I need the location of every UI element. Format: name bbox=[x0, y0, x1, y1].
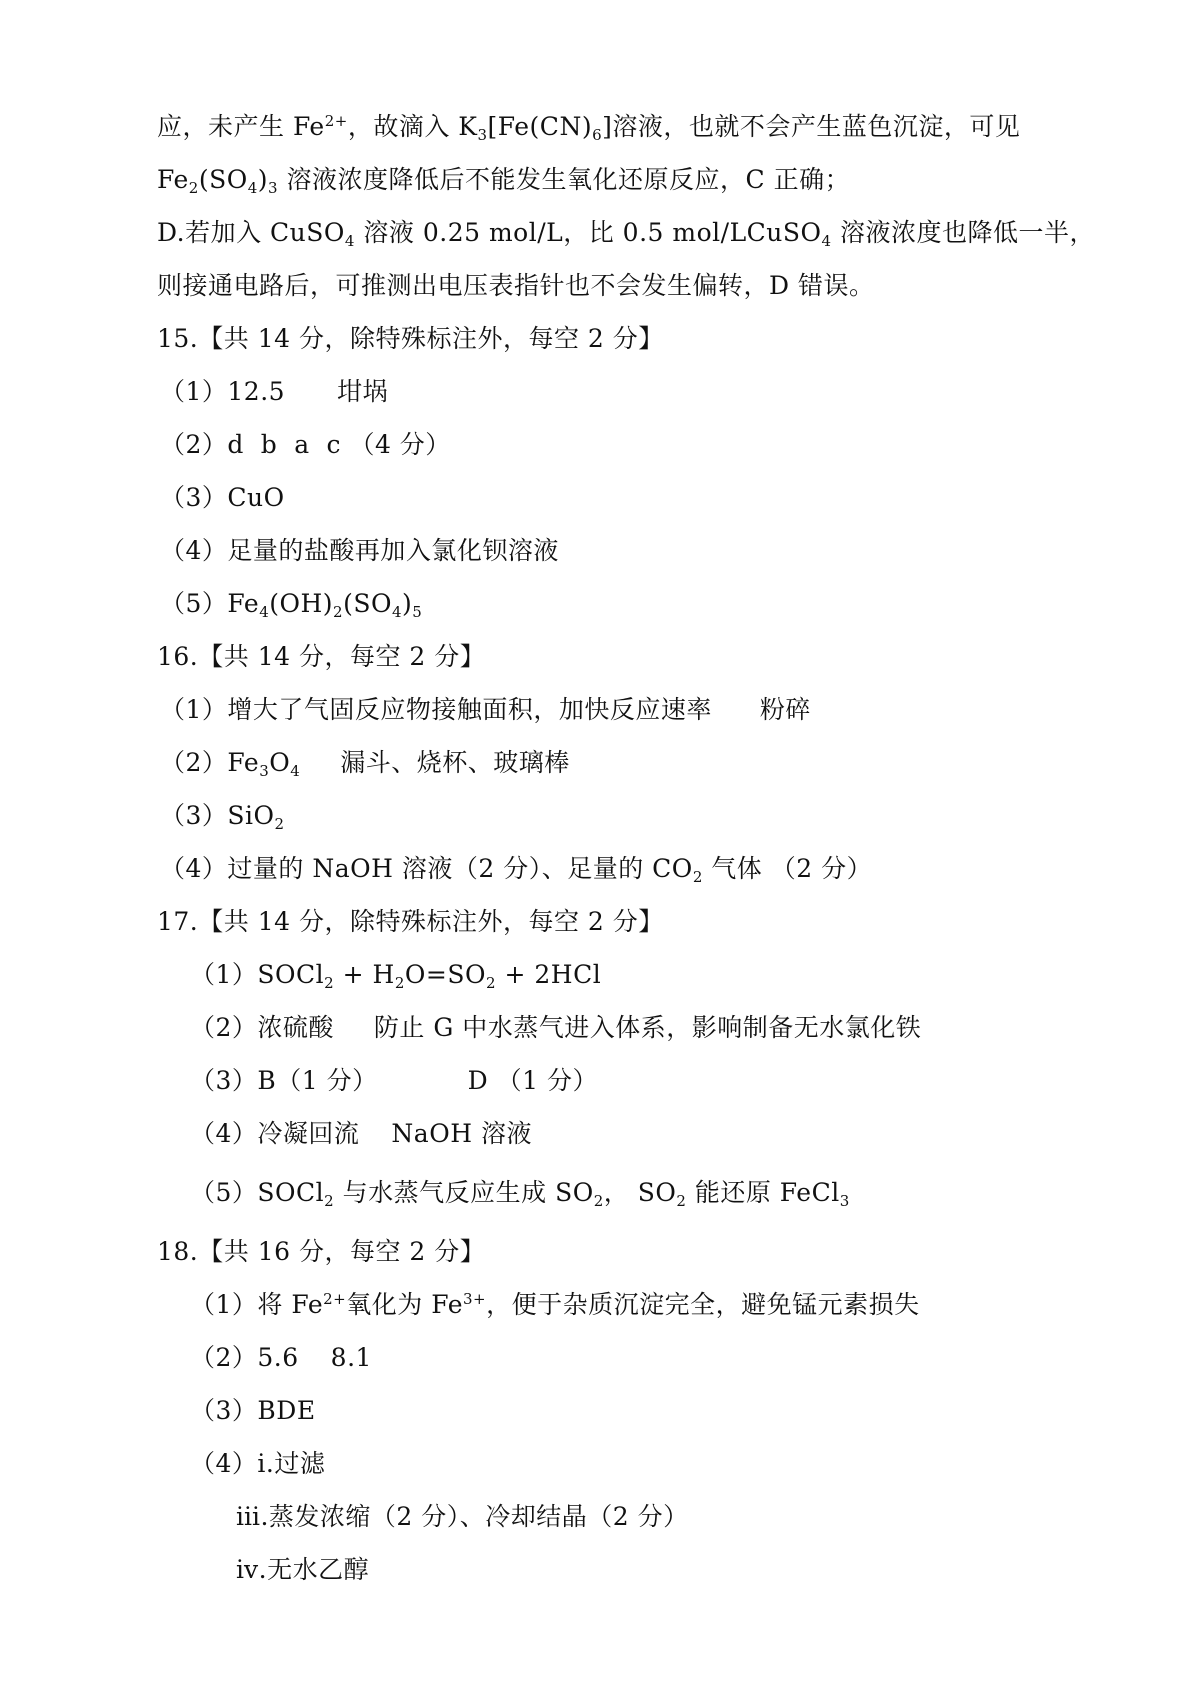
subscript: 2 bbox=[593, 1192, 604, 1210]
answer-value: 坩埚 bbox=[337, 377, 389, 406]
text: 溶液浓度降低后不能发生氧化还原反应，C 正确； bbox=[278, 165, 851, 194]
q17-answer-1 bbox=[190, 958, 601, 992]
q15-answer-5 bbox=[160, 587, 422, 621]
subscript: 2 bbox=[324, 1192, 335, 1210]
q15-answer-3 bbox=[160, 481, 285, 515]
answer-value: 8.1 bbox=[330, 1343, 372, 1372]
q17-header bbox=[157, 905, 664, 939]
superscript: 2+ bbox=[323, 1290, 347, 1308]
question-header: 15.【共 14 分，除特殊标注外，每空 2 分】 bbox=[157, 324, 664, 353]
q16-header bbox=[157, 640, 485, 674]
q15-answer-2 bbox=[160, 428, 451, 462]
answer-number: （2） bbox=[190, 1013, 258, 1042]
answer-number: （4） bbox=[160, 854, 228, 883]
d-cont-line-1 bbox=[157, 110, 1020, 144]
text: [Fe(CN) bbox=[487, 112, 593, 141]
subscript: 2 bbox=[485, 974, 497, 992]
text: 则接通电路后，可推测出电压表指针也不会发生偏转，D 错误。 bbox=[157, 271, 875, 300]
answer-number: （4） bbox=[190, 1119, 258, 1148]
text: ) bbox=[402, 589, 413, 618]
question-header: 18.【共 16 分，每空 2 分】 bbox=[157, 1237, 486, 1266]
question-header: 16.【共 14 分，每空 2 分】 bbox=[157, 642, 486, 671]
text: Fe bbox=[157, 165, 189, 194]
q17-answer-5 bbox=[190, 1176, 850, 1210]
q18-answer-4 bbox=[190, 1447, 325, 1481]
d-cont-line-3 bbox=[157, 216, 1095, 250]
text: + 2HCl bbox=[496, 960, 602, 989]
answer-value: NaOH 溶液 bbox=[391, 1119, 532, 1148]
q15-answer-4 bbox=[160, 534, 559, 568]
q18-header bbox=[157, 1235, 485, 1269]
text: 应，未产生 Fe bbox=[157, 112, 325, 141]
subscript: 4 bbox=[391, 603, 403, 621]
answer-value: ⅰ.过滤 bbox=[257, 1449, 326, 1478]
text: SiO bbox=[227, 801, 275, 830]
q17-answer-3 bbox=[190, 1064, 598, 1098]
q18-answer-1 bbox=[190, 1288, 920, 1322]
text: 氧化为 Fe bbox=[346, 1290, 463, 1319]
text: 将 Fe bbox=[257, 1290, 324, 1319]
text: (SO bbox=[198, 165, 248, 194]
answer-number: （4） bbox=[190, 1449, 258, 1478]
subscript: 2 bbox=[333, 603, 344, 621]
subscript: 4 bbox=[821, 232, 832, 250]
subscript: 2 bbox=[394, 974, 405, 992]
subscript: 3 bbox=[477, 126, 488, 144]
subscript: 2 bbox=[692, 868, 703, 886]
answer-number: （2） bbox=[160, 748, 228, 777]
subscript: 4 bbox=[247, 179, 258, 197]
answer-number: （5） bbox=[160, 589, 228, 618]
text: 与水蒸气反应生成 SO bbox=[334, 1178, 594, 1207]
text: 溶液 0.25 mol/L，比 0.5 mol/LCuSO bbox=[354, 218, 822, 247]
q17-answer-4 bbox=[190, 1117, 532, 1151]
q18-answer-4-iii bbox=[236, 1500, 689, 1534]
subscript: 2 bbox=[676, 1192, 687, 1210]
q18-answer-2 bbox=[190, 1341, 372, 1375]
subscript: 2 bbox=[188, 179, 199, 197]
answer-value: B（1 分） bbox=[257, 1066, 378, 1095]
text: O bbox=[269, 748, 291, 777]
answer-number: （3） bbox=[190, 1396, 258, 1425]
q16-answer-3 bbox=[160, 799, 285, 833]
subscript: 4 bbox=[259, 603, 270, 621]
text: + H bbox=[334, 960, 395, 989]
text: 气体 （2 分） bbox=[702, 854, 873, 883]
text: 过量的 NaOH 溶液（2 分）、足量的 CO bbox=[227, 854, 693, 883]
text: (SO bbox=[343, 589, 392, 618]
subscript: 5 bbox=[412, 603, 423, 621]
answer-value: 浓硫酸 bbox=[257, 1013, 334, 1042]
answer-value: BDE bbox=[257, 1396, 316, 1425]
d-cont-line-2 bbox=[157, 163, 850, 197]
answer-value: 防止 G 中水蒸气进入体系，影响制备无水氯化铁 bbox=[373, 1013, 922, 1042]
answer-number: （2） bbox=[160, 430, 228, 459]
answer-value: 粉碎 bbox=[759, 695, 811, 724]
answer-number: （5） bbox=[190, 1178, 258, 1207]
text: 溶液浓度也降低一半， bbox=[831, 218, 1096, 247]
answer-number: （1） bbox=[190, 960, 258, 989]
subscript: 3 bbox=[839, 1192, 850, 1210]
subscript: 2 bbox=[324, 974, 335, 992]
q16-answer-2 bbox=[160, 746, 570, 780]
text: SOCl bbox=[257, 960, 325, 989]
text: SOCl bbox=[257, 1178, 325, 1207]
answer-value: d b a c （4 分） bbox=[227, 430, 451, 459]
text: ，便于杂质沉淀完全，避免锰元素损失 bbox=[486, 1290, 920, 1319]
text: ， SO bbox=[603, 1178, 677, 1207]
text: Fe bbox=[227, 589, 260, 618]
answer-number: （4） bbox=[160, 536, 228, 565]
answer-value: CuO bbox=[227, 483, 285, 512]
answer-number: （3） bbox=[190, 1066, 258, 1095]
subscript: 6 bbox=[592, 126, 603, 144]
text: ]溶液，也就不会产生蓝色沉淀，可见 bbox=[602, 112, 1021, 141]
subscript: 3 bbox=[259, 762, 270, 780]
answer-number: （1） bbox=[160, 695, 228, 724]
answer-number: （1） bbox=[160, 377, 228, 406]
answer-number: （1） bbox=[190, 1290, 258, 1319]
answer-value: 漏斗、烧杯、玻璃棒 bbox=[340, 748, 570, 777]
q18-answer-3 bbox=[190, 1394, 316, 1428]
answer-value: 5.6 bbox=[257, 1343, 299, 1372]
subscript: 2 bbox=[274, 815, 285, 833]
answer-value: D （1 分） bbox=[467, 1066, 598, 1095]
superscript: 2+ bbox=[324, 112, 348, 130]
q16-answer-1 bbox=[160, 693, 811, 727]
question-header: 17.【共 14 分，除特殊标注外，每空 2 分】 bbox=[157, 907, 664, 936]
d-cont-line-4 bbox=[157, 269, 875, 303]
answer-value: 冷凝回流 bbox=[257, 1119, 360, 1148]
q16-answer-4 bbox=[160, 852, 872, 886]
text: D.若加入 CuSO bbox=[157, 218, 345, 247]
text: Fe bbox=[227, 748, 260, 777]
answer-value: ⅲ.蒸发浓缩（2 分）、冷却结晶（2 分） bbox=[236, 1502, 689, 1531]
subscript: 4 bbox=[344, 232, 355, 250]
subscript: 4 bbox=[290, 762, 301, 780]
q15-answer-1 bbox=[160, 375, 388, 409]
subscript: 3 bbox=[268, 179, 279, 197]
answer-value: 足量的盐酸再加入氯化钡溶液 bbox=[227, 536, 559, 565]
answer-number: （3） bbox=[160, 483, 228, 512]
text: ) bbox=[257, 165, 269, 194]
answer-number: （3） bbox=[160, 801, 228, 830]
answer-value: 12.5 bbox=[227, 377, 286, 406]
superscript: 3+ bbox=[463, 1290, 487, 1308]
text: O=SO bbox=[404, 960, 486, 989]
text: (OH) bbox=[269, 589, 334, 618]
q18-answer-4-iv bbox=[236, 1553, 369, 1587]
text: 能还原 FeCl bbox=[686, 1178, 840, 1207]
q15-header bbox=[157, 322, 664, 356]
answer-number: （2） bbox=[190, 1343, 258, 1372]
answer-value: 增大了气固反应物接触面积，加快反应速率 bbox=[227, 695, 712, 724]
q17-answer-2 bbox=[190, 1011, 921, 1045]
answer-value: ⅳ.无水乙醇 bbox=[236, 1555, 370, 1584]
text: ，故滴入 K bbox=[347, 112, 478, 141]
